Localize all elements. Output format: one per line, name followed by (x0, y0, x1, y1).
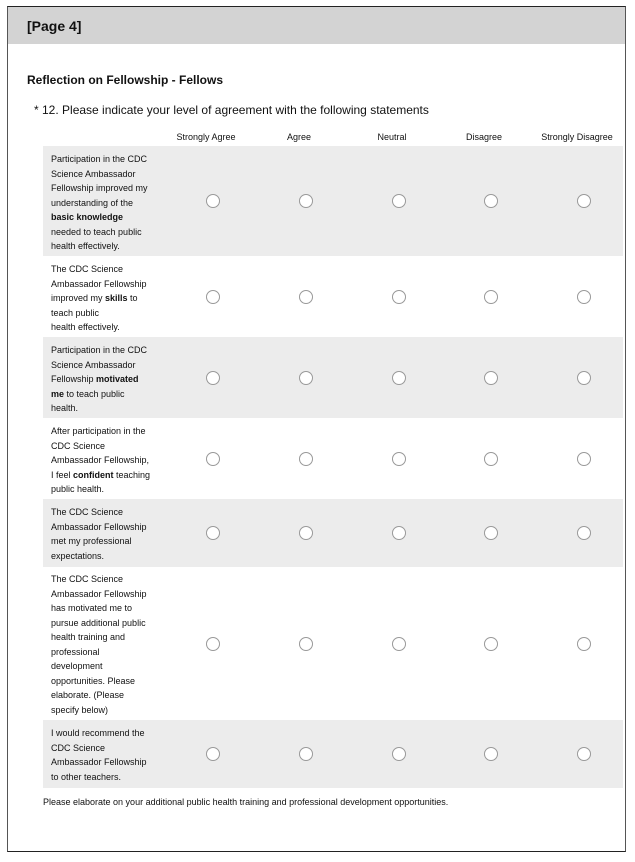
radio-strongly-agree[interactable] (206, 452, 220, 466)
radio-strongly-disagree[interactable] (577, 290, 591, 304)
radio-strongly-disagree[interactable] (577, 194, 591, 208)
statement-label (51, 572, 166, 717)
radio-agree[interactable] (299, 747, 313, 761)
column-header: Disagree (465, 132, 503, 142)
statement-label (51, 262, 166, 335)
likert-matrix (43, 146, 623, 788)
radio-disagree[interactable] (484, 371, 498, 385)
radio-strongly-disagree[interactable] (577, 526, 591, 540)
radio-disagree[interactable] (484, 290, 498, 304)
radio-strongly-agree[interactable] (206, 194, 220, 208)
radio-agree[interactable] (299, 526, 313, 540)
statement-text: The CDC Science Ambassador Fellowship met my professional expectations. (51, 507, 147, 561)
matrix-row (43, 256, 623, 337)
statement-text: I would recommend the CDC Science Ambassador Fellowship to other teachers. (51, 728, 147, 782)
statement-text: to teach public health. (51, 388, 125, 413)
matrix-row (43, 499, 623, 567)
statement-label (51, 343, 166, 416)
radio-strongly-agree[interactable] (206, 290, 220, 304)
matrix-row (43, 567, 623, 720)
page-title: [Page 4] (27, 18, 82, 34)
radio-disagree[interactable] (484, 747, 498, 761)
statement-text: needed to teach public health effectively. (51, 226, 142, 251)
statement-emphasis: confident (73, 469, 114, 480)
radio-disagree[interactable] (484, 637, 498, 651)
radio-agree[interactable] (299, 371, 313, 385)
column-header: Agree (286, 132, 312, 142)
statement-emphasis: basic knowledge (51, 212, 124, 222)
statement-emphasis: motivated me (51, 374, 139, 399)
page-header (8, 7, 625, 44)
statement-label (51, 152, 166, 254)
radio-strongly-disagree[interactable] (577, 637, 591, 651)
statement-text: After participation in the CDC Science Ambassador Fellowship, I feel (51, 426, 150, 480)
radio-neutral[interactable] (392, 452, 406, 466)
radio-strongly-agree[interactable] (206, 747, 220, 761)
matrix-row (43, 337, 623, 418)
radio-strongly-agree[interactable] (206, 637, 220, 651)
radio-disagree[interactable] (484, 194, 498, 208)
radio-strongly-agree[interactable] (206, 371, 220, 385)
elaborate-prompt: Please elaborate on your additional public health training and professional development opportunities. (43, 797, 449, 807)
radio-agree[interactable] (299, 637, 313, 651)
radio-neutral[interactable] (392, 526, 406, 540)
radio-strongly-disagree[interactable] (577, 371, 591, 385)
column-header: Strongly Disagree (541, 132, 613, 142)
statement-text: to teach public health effectively. (51, 293, 138, 332)
section-title: Reflection on Fellowship - Fellows (27, 73, 224, 87)
column-headers (8, 132, 627, 146)
radio-strongly-disagree[interactable] (577, 452, 591, 466)
radio-agree[interactable] (299, 452, 313, 466)
statement-text: The CDC Science Ambassador Fellowship has motivated me to pursue additional public health training and professional development opportunities. Please elaborate. (Please specify below) (51, 574, 147, 715)
statement-label (51, 424, 166, 497)
radio-disagree[interactable] (484, 452, 498, 466)
matrix-row (43, 720, 623, 788)
radio-strongly-agree[interactable] (206, 526, 220, 540)
radio-neutral[interactable] (392, 194, 406, 208)
matrix-row (43, 146, 623, 256)
statement-label (51, 726, 166, 784)
statement-text: teaching public health. (51, 469, 151, 494)
question-text: * 12. Please indicate your level of agreement with the following statements (34, 103, 429, 117)
radio-neutral[interactable] (392, 637, 406, 651)
statement-text: The CDC Science Ambassador Fellowship improved my (51, 264, 147, 303)
radio-agree[interactable] (299, 194, 313, 208)
matrix-row (43, 418, 623, 499)
radio-strongly-disagree[interactable] (577, 747, 591, 761)
statement-text: Participation in the CDC Science Ambassador Fellowship improved my understanding of the (51, 154, 148, 208)
radio-neutral[interactable] (392, 747, 406, 761)
statement-emphasis: skills (105, 293, 128, 303)
statement-label (51, 505, 166, 563)
column-header: Neutral (377, 132, 407, 142)
radio-neutral[interactable] (392, 371, 406, 385)
radio-neutral[interactable] (392, 290, 406, 304)
column-header: Strongly Agree (176, 132, 236, 142)
radio-agree[interactable] (299, 290, 313, 304)
survey-page (7, 6, 626, 852)
statement-text: Participation in the CDC Science Ambassador Fellowship (51, 345, 148, 384)
radio-disagree[interactable] (484, 526, 498, 540)
